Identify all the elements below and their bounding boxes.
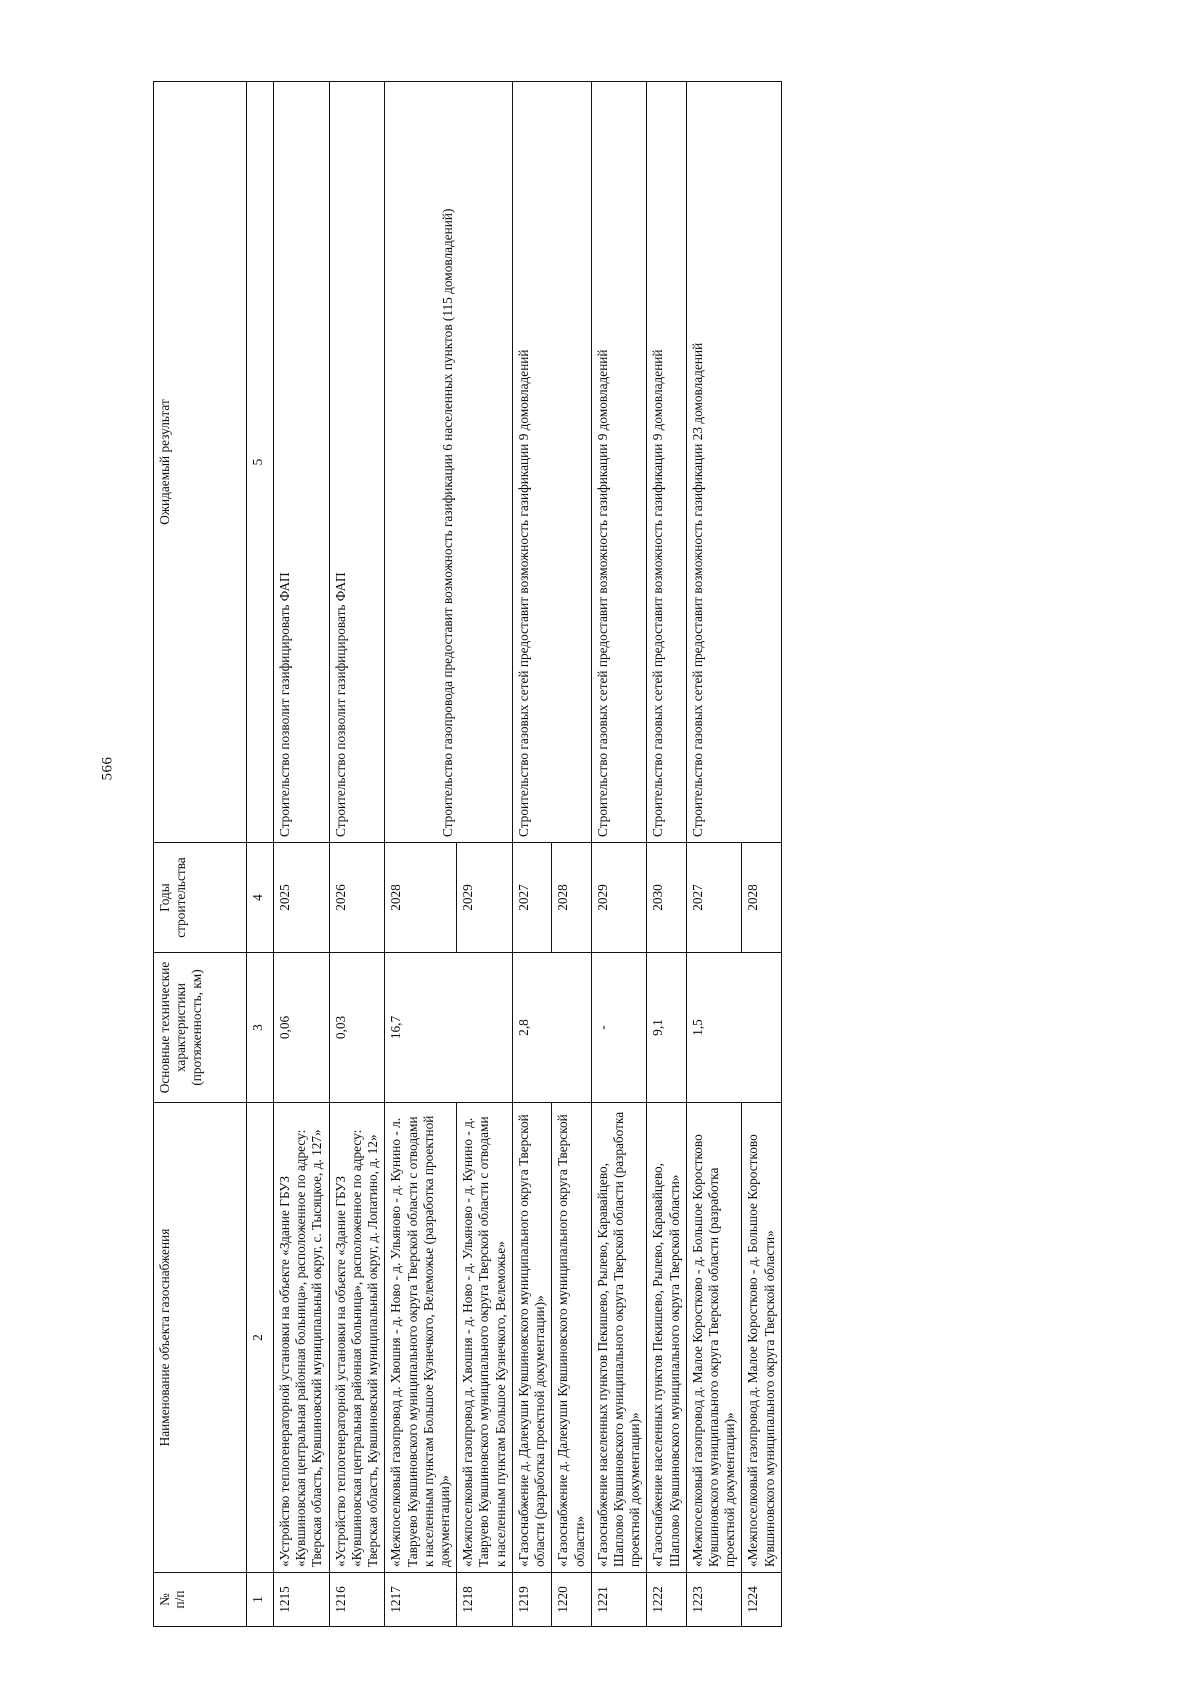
row-tech-characteristics: 0,06 — [273, 952, 329, 1102]
table-body — [273, 81, 781, 1626]
column-number-4: 4 — [246, 842, 273, 952]
column-number-3: 3 — [246, 952, 273, 1102]
row-object-name: «Межпоселковый газопровод д. Малое Коростково - д. Большое Коростково Кувшиновского муниципального округа Тверской области» — [741, 1102, 780, 1572]
row-construction-years: 2027 — [512, 842, 551, 952]
row-number: 1223 — [686, 1572, 742, 1626]
row-expected-result: Строительство газовых сетей предоставит возможность газификации 23 домовладений — [686, 81, 781, 842]
column-number-2: 2 — [246, 1102, 273, 1572]
header-tech-line1: Основные технические — [156, 961, 172, 1093]
row-tech-characteristics: 2,8 — [512, 952, 591, 1102]
header-number-line2: п/п — [171, 1590, 187, 1608]
row-construction-years: 2029 — [456, 842, 512, 952]
row-object-name: «Газоснабжение д. Далекуши Кувшиновского муниципального округа Тверской области» — [551, 1102, 590, 1572]
header-tech-line2: характеристики — [172, 982, 188, 1072]
row-construction-years: 2028 — [741, 842, 780, 952]
row-tech-characteristics: 1,5 — [686, 952, 781, 1102]
header-cell-expected-result: Ожидаемый результат — [153, 81, 246, 842]
row-object-name: «Газоснабжение населенных пунктов Пекишево, Рылево, Каравайцево, Шаплово Кувшиновского муниципального округа Тверской области» — [646, 1102, 685, 1572]
column-number-row — [246, 81, 273, 1626]
table-header — [153, 81, 273, 1626]
row-number: 1219 — [512, 1572, 551, 1626]
header-number-line1: № — [156, 1592, 172, 1606]
table-row — [512, 81, 551, 1626]
row-expected-result: Строительство позволит газифицировать ФАП — [329, 81, 385, 842]
rotated-table-container — [153, 82, 1048, 1627]
row-construction-years: 2028 — [384, 842, 456, 952]
row-object-name: «Устройство теплогенераторной установки на объекте «Здание ГБУЗ «Кувшиновская центральная районная больница», расположенное по адресу: Тверская область, Кувшиновский муниципальный округ, д. Лопатино, д. 12» — [329, 1102, 385, 1572]
row-tech-characteristics: 0,03 — [329, 952, 385, 1102]
row-construction-years: 2026 — [329, 842, 385, 952]
row-number: 1218 — [456, 1572, 512, 1626]
row-object-name: «Межпоселковый газопровод д. Хвошня - д. Ново - д. Ульяново - д. Кунино - л. Тавруево Кувшиновского муниципального округа Тверской области с отводами к населенным пунктам Большое Кузнечкого, Велеможье (разработка проектной документации)» — [384, 1102, 456, 1572]
row-number: 1221 — [591, 1572, 647, 1626]
row-construction-years: 2028 — [551, 842, 590, 952]
row-number: 1222 — [646, 1572, 685, 1626]
row-tech-characteristics: 9,1 — [646, 952, 685, 1102]
row-number: 1224 — [741, 1572, 780, 1626]
table-row — [329, 81, 385, 1626]
row-object-name: «Газоснабжение д. Далекуши Кувшиновского муниципального округа Тверской области (разработка проектной документации)» — [512, 1102, 551, 1572]
header-cell-tech-characteristics — [153, 952, 246, 1102]
row-expected-result: Строительство газовых сетей предоставит возможность газификации 9 домовладений — [512, 81, 591, 842]
column-number-5: 5 — [246, 81, 273, 842]
header-years-line1: Годы — [156, 882, 172, 912]
row-expected-result: Строительство газовых сетей предоставит возможность газификации 9 домовладений — [646, 81, 685, 842]
column-number-1: 1 — [246, 1572, 273, 1626]
row-construction-years: 2025 — [273, 842, 329, 952]
row-object-name: «Межпоселковый газопровод д. Хвошня - д. Ново - д. Ульяново - д. Кунино - д. Тавруево Кувшиновского муниципального округа Тверской области с отводами к населенным пунктам Большое Кузнечкого, Велеможье» — [456, 1102, 512, 1572]
row-expected-result: Строительство газопровода предоставит возможность газификации 6 населенных пунктов (115 домовладений) — [384, 81, 512, 842]
row-construction-years: 2030 — [646, 842, 685, 952]
row-expected-result: Строительство газовых сетей предоставит возможность газификации 9 домовладений — [591, 81, 647, 842]
row-number: 1220 — [551, 1572, 590, 1626]
header-tech-line3: (протяженность, км) — [188, 968, 204, 1086]
table-row — [384, 81, 456, 1626]
row-construction-years: 2027 — [686, 842, 742, 952]
row-tech-characteristics: - — [591, 952, 647, 1102]
table-row — [686, 81, 742, 1626]
row-number: 1216 — [329, 1572, 385, 1626]
row-expected-result: Строительство позволит газифицировать ФАП — [273, 81, 329, 842]
row-number: 1217 — [384, 1572, 456, 1626]
row-object-name: «Межпоселковый газопровод д. Малое Коростково - д. Большое Коростково Кувшиновского муниципального округа Тверской области (разработка проектной документации)» — [686, 1102, 742, 1572]
header-cell-construction-years — [153, 842, 246, 952]
table-row — [591, 81, 647, 1626]
table-header-row — [153, 81, 246, 1626]
table-row — [646, 81, 685, 1626]
table-row — [273, 81, 329, 1626]
gas-supply-objects-table — [153, 81, 782, 1627]
row-tech-characteristics: 16,7 — [384, 952, 512, 1102]
page-number: 566 — [99, 756, 116, 781]
header-cell-object-name: Наименование объекта газоснабжения — [153, 1102, 246, 1572]
row-construction-years: 2029 — [591, 842, 647, 952]
row-object-name: «Устройство теплогенераторной установки на объекте «Здание ГБУЗ «Кувшиновская центральная районная больница», расположенное по адресу: Тверская область, Кувшиновский муниципальный округ, с. Тысяцкое, д. 127» — [273, 1102, 329, 1572]
header-cell-number — [153, 1572, 246, 1626]
row-object-name: «Газоснабжение населенных пунктов Пекишево, Рылево, Каравайцево, Шаплово Кувшиновского муниципального округа Тверской области (разработка проектной документации)» — [591, 1102, 647, 1572]
header-years-line2: строительства — [172, 856, 188, 938]
row-number: 1215 — [273, 1572, 329, 1626]
